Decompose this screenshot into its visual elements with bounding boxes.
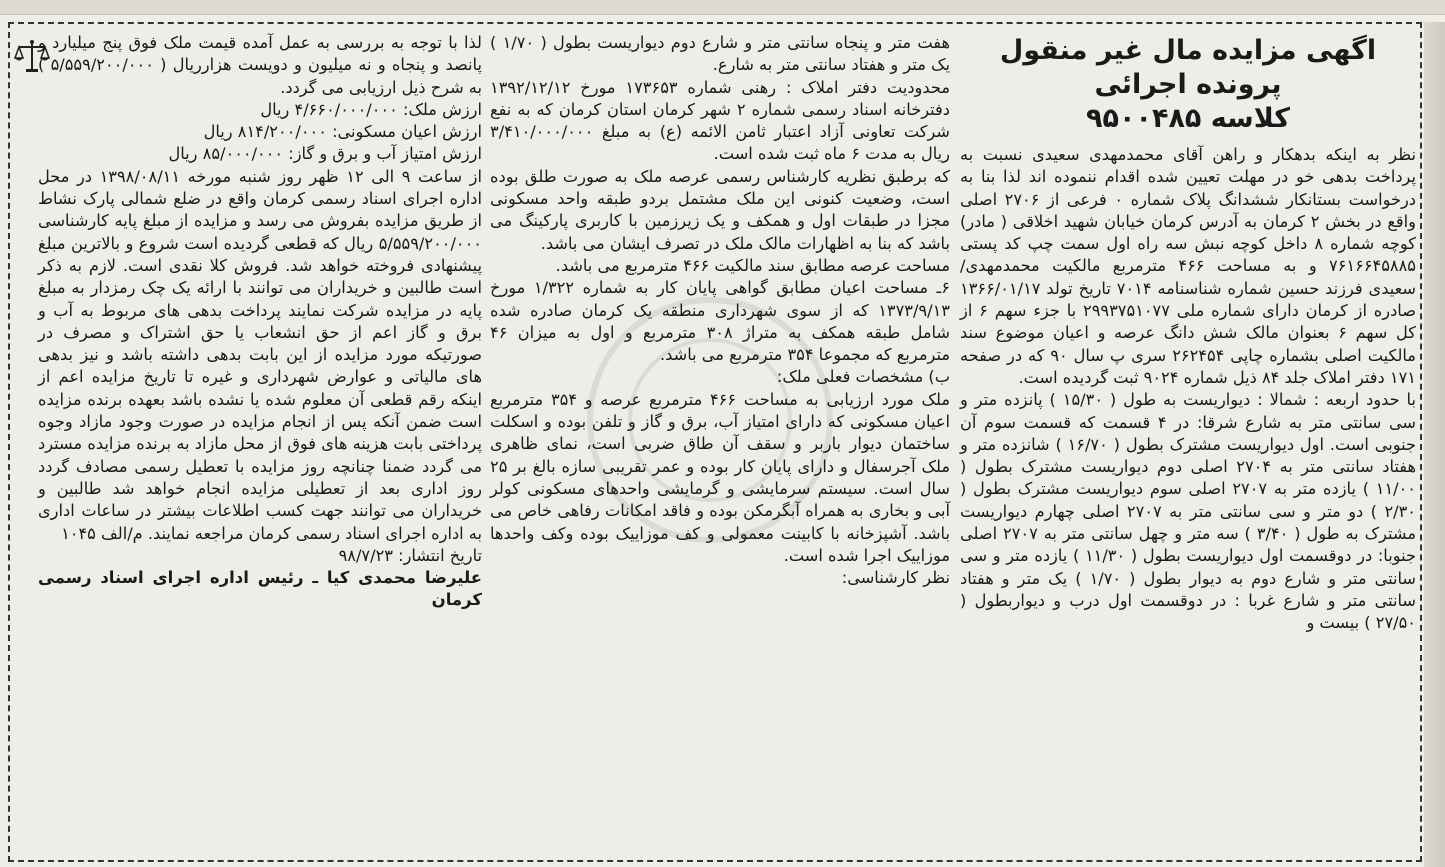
auction-terms: از ساعت ۹ الی ۱۲ ظهر روز شنبه مورخه ۱۳۹۸/۰۸/۱۱ در محل اداره اجرای اسناد رسمی کرمان واقع در ضلع شمالی پارک نشاط از طریق مزایده بفروش می رسد و مزایده از مبلغ پایه کارشناسی ۵/۵۵۹/۲۰۰/۰۰۰ ریال که قطعی گردیده است شروع و بالاترین مبلغ پیشنهادی فروخته خواهد شد. فروش کلا نقدی است. لازم به ذکر است طالبین و خریداران می توانند با ارائه یک چک رمزدار به مبلغ پایه در مزایده شرکت نمایند پرداخت بدهی های مربوط به آب و برق و گاز اعم از حق انشعاب یا حق اشتراک و مصرف در صورتیکه مورد مزایده از این بابت بدهی داشته باشد و نیز بدهی های مالیاتی و عوارض شهرداری و غیره تا تاریخ مزایده اعم از اینکه رقم قطعی آن معلوم شده یا نشده باشد بعهده برنده مزایده است ضمن آنکه پس از انجام مزایده در صورت وجود مازاد وجوه پرداختی بابت هزینه های فوق از محل مازاد به برنده مزایده مسترد می گردد ضمنا چنانچه روز مزایده با تعطیل رسمی مصادف گردد روز اداری بعد از تعطیلی مزایده انجام خواهد شد طالبین و خریداران می توانند جهت کسب اطلاعات بیشتر در ساعات اداری به اداره اجرای اسناد رسمی کرمان مراجعه نمایند. م/الف ۱۰۴۵ — [38, 166, 482, 543]
boundaries-continued: هفت متر و پنجاه سانتی متر و شارع دوم دیواریست بطول ( ۱/۷۰ ) یک متر و هفتاد سانتی متر به شارع. — [490, 33, 950, 75]
notice-title-line1: اگهی مزایده مال غیر منقول پرونده اجرائی — [999, 35, 1377, 100]
land-value: ارزش ملک: ۴/۶۶۰/۰۰۰/۰۰۰ ریال — [260, 99, 482, 119]
registry-restriction: محدودیت دفتر املاک : رهنی شماره ۱۷۳۶۵۳ مورخ ۱۳۹۲/۱۲/۱۲ دفترخانه اسناد رسمی شماره ۲ شهر کرمان استان کرمان که به نفع شرکت تعاونی آزاد اعتبار ثامن الائمه (ع) به مبلغ ۳/۴۱۰/۰۰۰/۰۰۰ ریال به مدت ۶ ماه ثبت شده است. — [490, 77, 950, 164]
building-area: ۶ـ مساحت اعیان مطابق گواهی پایان کار به شماره ۱/۳۲۲ مورخ ۱۳۷۳/۹/۱۳ که از سوی شهرداری منطقه یک کرمان صادره شده شامل طبقه همکف به متراژ ۳۰۸ مترمربع و اول به میزان ۴۶ مترمربع که مجموعا ۳۵۴ مترمربع می باشد. — [490, 278, 950, 365]
publish-date: تاریخ انتشار: ۹۸/۷/۲۳ — [338, 545, 482, 565]
scan-margin — [1424, 22, 1445, 867]
expert-opinion-status: که برطبق نظریه کارشناس رسمی عرصه ملک به صورت طلق بوده است، وضعیت کنونی این ملک مشتمل بردو طبقه واحد مسکونی مجزا در طبقات اول و همکف و یک زیرزمین با کاربری پارکینگ می باشد که بنا به اظهارات مالک ملک در تصرف ایشان می باشد. — [490, 166, 950, 253]
property-description: نظر به اینکه بدهکار و راهن آقای محمدمهدی سعیدی نسبت به پرداخت بدهی خو در مهلت تعیین شده اقدام ننموده اند لذا بنا به درخواست بستانکار ششدانگ پلاک شماره ۰ فرعی از ۲۷۰۶ اصلی واقع در بخش ۲ کرمان به آدرس کرمان خیابان شهید اخلاقی ( مادر) کوچه شماره ۸ داخل کوچه نبش سه راه اول سمت چپ کد پستی ۷۶۱۶۶۴۵۸۸۵ و به مساحت ۴۶۶ مترمربع مالکیت محمدمهدی/ سعیدی فرزند حسین شماره شناسنامه ۷۰۱۴ تاریخ تولد ۱۳۶۶/۰۱/۱۷ صادره از کرمان دارای شماره ملی ۲۹۹۳۷۵۱۰۷۷ با جزء سهم ۶ از کل سهم ۶ بعنوان مالک شش دانگ عرصه و اعیان موضوع سند مالکیت اصلی بشماره چاپی ۲۶۲۴۵۴ سری پ سال ۹۰ که در صفحه ۱۷۱ دفتر املاک جلد ۸۴ ذیل شماره ۹۰۲۴ ثبت گردیده است. — [960, 145, 1416, 387]
current-specs-heading: ب) مشخصات فعلی ملک: — [776, 367, 950, 387]
middle-column — [490, 32, 950, 589]
valuation-summary: لذا با توجه به بررسی به عمل آمده قیمت ملک فوق پنج میلیارد و پانصد و پنجاه و نه میلیون و دویست هزارریال ( ۵/۵۵۹/۲۰۰/۰۰۰ ) به شرح ذیل ارزیابی می گردد. — [38, 33, 482, 97]
left-column — [38, 32, 482, 612]
current-specs: ملک مورد ارزیابی به مساحت ۴۶۶ مترمربع عرصه و ۳۵۴ مترمربع اعیان مسکونی که دارای امتیاز آب، برق و گاز و تلفن بوده و اسکلت ساختمان دیوار باربر و سقف آن طاق ضربی است، نمای ظاهری ملک آجرسفال و دارای پایان کار بوده و عمر تقریبی سازه بالغ بر ۲۵ سال است. سیستم سرمایشی و گرمایشی واحدهای مسکونی کولر آبی و بخاری به همراه آبگرمکن بوده و فاقد امکانات رفاهی خاص می باشد. آشپزخانه با کابینت معمولی و کف موزاییک بوده وکف واحدها موزاییک اجرا شده است. — [490, 389, 950, 565]
expert-opinion-heading: نظر کارشناسی: — [841, 568, 950, 588]
property-boundaries: با حدود اربعه : شمالا : دیواریست به طول ( ۱۵/۳۰ ) پانزده متر و سی سانتی متر به شارع شرقا: در ۴ قسمت که قسمت سوم آن جنوبی است. اول دیواریست مشترک بطول ( ۱۶/۷۰ ) شانزده متر و هفتاد سانتی متر به ۲۷۰۴ اصلی دوم دیواریست مشترک بطول ( ۱۱/۰۰ ) یازده متر به ۲۷۰۷ اصلی سوم دیواریست مشترک بطول ( ۲/۳۰ ) دو متر و سی سانتی متر به ۲۷۰۷ اصلی چهارم دیواریست مشترک به طول ( ۳/۴۰ ) سه متر و چهل سانتی متر به ۲۷۰۷ اصلی جنوبا: در دوقسمت اول دیواریست بطول ( ۱۱/۳۰ ) یازده متر و سی سانتی متر و شارع دوم به دیوار بطول ( ۱/۷۰ ) یک متر و هفتاد سانتی متر و شارع غربا : در دوقسمت اول درب و دیواربطول ( ۲۷/۵۰ ) بیست و — [960, 390, 1417, 633]
right-column — [960, 30, 1416, 635]
building-value: ارزش اعیان مسکونی: ۸۱۴/۲۰۰/۰۰۰ ریال — [203, 122, 482, 142]
land-area: مساحت عرصه مطابق سند مالکیت ۴۶۶ مترمربع می باشد. — [555, 255, 950, 275]
notice-title-line2: کلاسه ۹۵۰۰۴۸۵ — [1086, 103, 1290, 134]
signature: علیرضا محمدی کیا ـ رئیس اداره اجرای اسناد رسمی کرمان — [38, 568, 482, 610]
utilities-value: ارزش امتیاز آب و برق و گاز: ۸۵/۰۰۰/۰۰۰ ریال — [168, 144, 482, 164]
notice-title — [960, 34, 1416, 136]
previous-article-edge — [0, 0, 1445, 15]
